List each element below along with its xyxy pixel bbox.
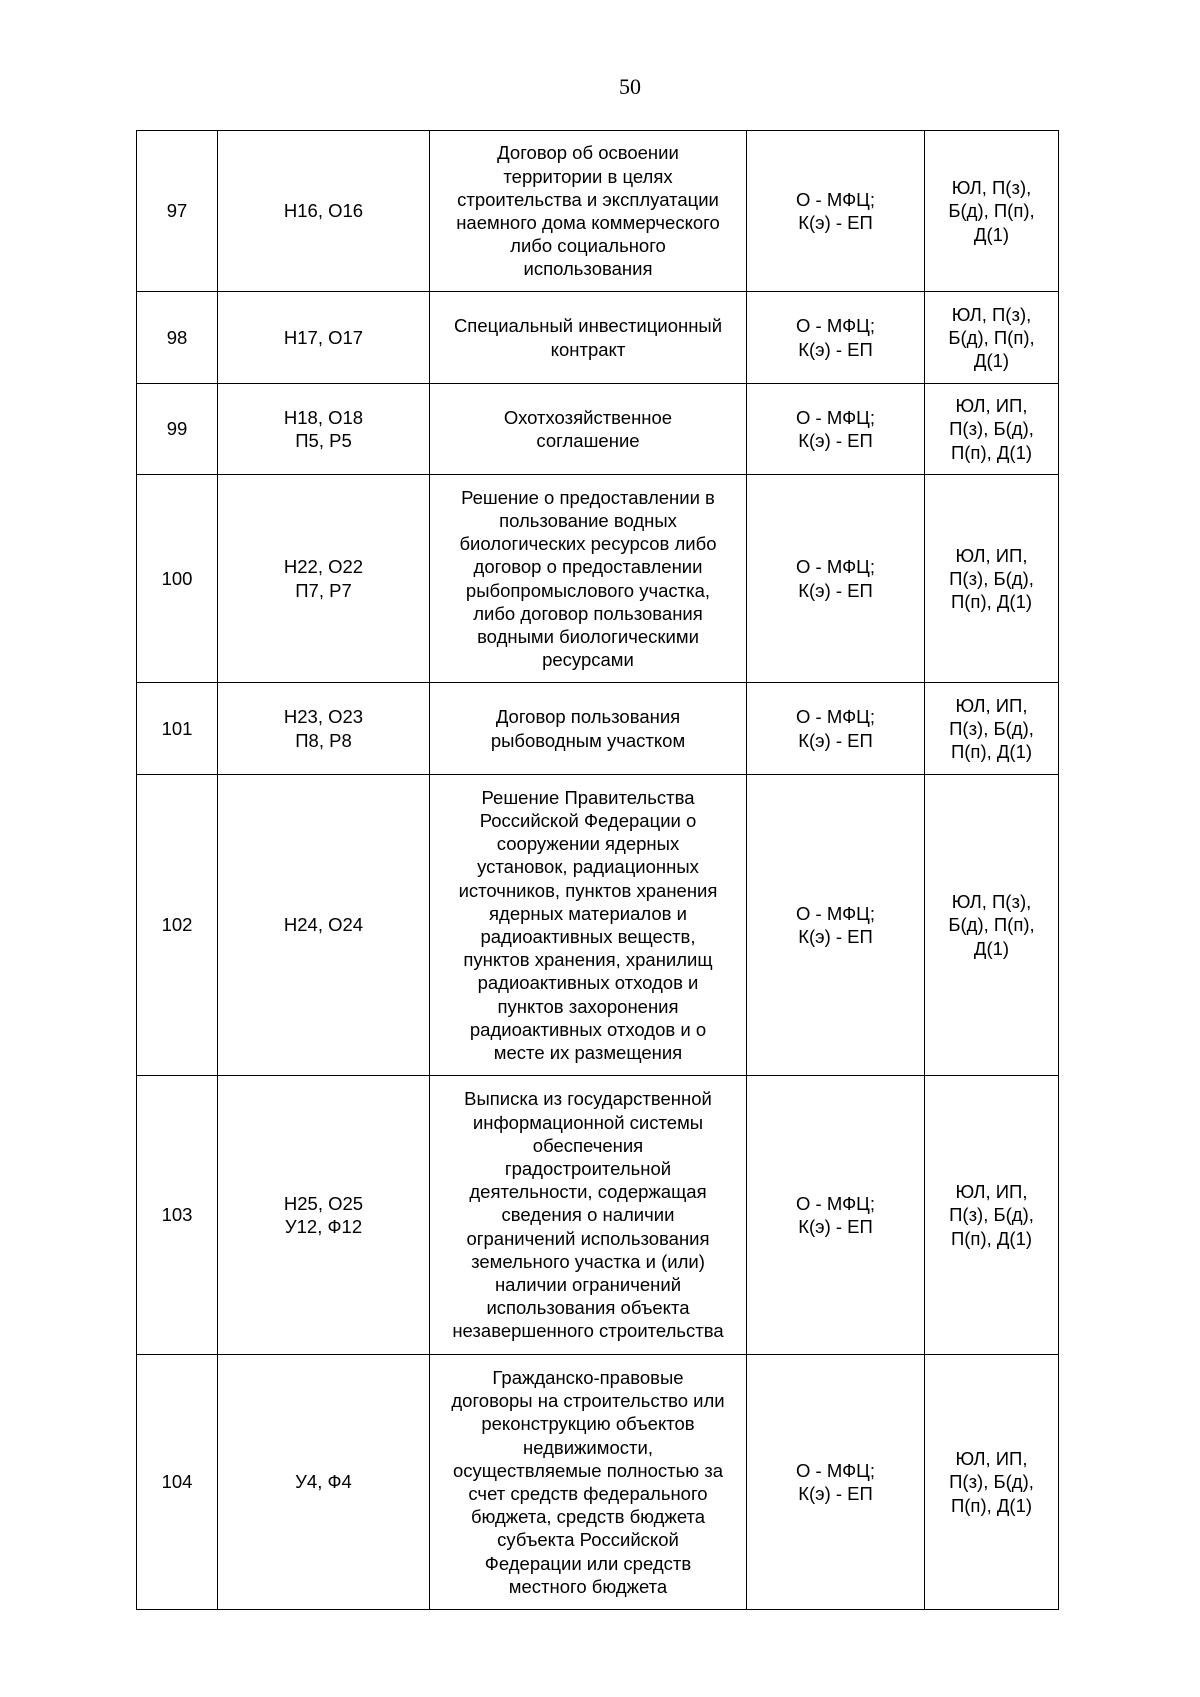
row-number-cell: 97 xyxy=(137,131,218,292)
codes-cell: Н23, О23 П8, Р8 xyxy=(218,683,430,775)
applicants-cell: ЮЛ, ИП, П(з), Б(д), П(п), Д(1) xyxy=(925,1355,1059,1610)
applicants-cell: ЮЛ, П(з), Б(д), П(п), Д(1) xyxy=(925,292,1059,384)
row-number-cell: 103 xyxy=(137,1076,218,1355)
document-cell: Договор пользования рыбоводным участком xyxy=(430,683,747,775)
codes-cell: Н16, О16 xyxy=(218,131,430,292)
channel-cell: О - МФЦ; К(э) - ЕП xyxy=(747,384,925,475)
table-row xyxy=(137,775,1059,1076)
applicants-cell: ЮЛ, ИП, П(з), Б(д), П(п), Д(1) xyxy=(925,475,1059,683)
codes-cell: Н25, О25 У12, Ф12 xyxy=(218,1076,430,1355)
row-number-cell: 99 xyxy=(137,384,218,475)
page-number: 50 xyxy=(619,74,641,99)
applicants-cell: ЮЛ, ИП, П(з), Б(д), П(п), Д(1) xyxy=(925,384,1059,475)
document-cell: Выписка из государственной информационной системы обеспечения градостроительной деятельности, содержащая сведения о наличии ограничений использования земельного участка и (или) наличии ограничений использования объекта незавершенного строительства xyxy=(430,1076,747,1355)
document-cell: Решение Правительства Российской Федерации о сооружении ядерных установок, радиационных источников, пунктов хранения ядерных материалов и радиоактивных веществ, пунктов хранения, хранилищ радиоактивных отходов и пунктов захоронения радиоактивных отходов и о месте их размещения xyxy=(430,775,747,1076)
documents-table xyxy=(136,130,1059,1610)
channel-cell: О - МФЦ; К(э) - ЕП xyxy=(747,1355,925,1610)
document-cell: Договор об освоении территории в целях строительства и эксплуатации наемного дома коммерческого либо социального использования xyxy=(430,131,747,292)
row-number-cell: 104 xyxy=(137,1355,218,1610)
codes-cell: Н24, О24 xyxy=(218,775,430,1076)
table-row xyxy=(137,384,1059,475)
applicants-cell: ЮЛ, ИП, П(з), Б(д), П(п), Д(1) xyxy=(925,683,1059,775)
codes-cell: У4, Ф4 xyxy=(218,1355,430,1610)
table-row xyxy=(137,131,1059,292)
document-cell: Специальный инвестиционный контракт xyxy=(430,292,747,384)
applicants-cell: ЮЛ, П(з), Б(д), П(п), Д(1) xyxy=(925,775,1059,1076)
table-row xyxy=(137,683,1059,775)
table-row xyxy=(137,1076,1059,1355)
channel-cell: О - МФЦ; К(э) - ЕП xyxy=(747,1076,925,1355)
codes-cell: Н22, О22 П7, Р7 xyxy=(218,475,430,683)
channel-cell: О - МФЦ; К(э) - ЕП xyxy=(747,683,925,775)
row-number-cell: 98 xyxy=(137,292,218,384)
row-number-cell: 102 xyxy=(137,775,218,1076)
table-row xyxy=(137,292,1059,384)
channel-cell: О - МФЦ; К(э) - ЕП xyxy=(747,775,925,1076)
table-row xyxy=(137,475,1059,683)
document-cell: Решение о предоставлении в пользование водных биологических ресурсов либо договор о предоставлении рыбопромыслового участка, либо договор пользования водными биологическими ресурсами xyxy=(430,475,747,683)
row-number-cell: 101 xyxy=(137,683,218,775)
applicants-cell: ЮЛ, П(з), Б(д), П(п), Д(1) xyxy=(925,131,1059,292)
applicants-cell: ЮЛ, ИП, П(з), Б(д), П(п), Д(1) xyxy=(925,1076,1059,1355)
document-cell: Охотхозяйственное соглашение xyxy=(430,384,747,475)
codes-cell: Н18, О18 П5, Р5 xyxy=(218,384,430,475)
codes-cell: Н17, О17 xyxy=(218,292,430,384)
channel-cell: О - МФЦ; К(э) - ЕП xyxy=(747,292,925,384)
table-row xyxy=(137,1355,1059,1610)
channel-cell: О - МФЦ; К(э) - ЕП xyxy=(747,131,925,292)
row-number-cell: 100 xyxy=(137,475,218,683)
channel-cell: О - МФЦ; К(э) - ЕП xyxy=(747,475,925,683)
document-cell: Гражданско-правовые договоры на строительство или реконструкцию объектов недвижимости, осуществляемые полностью за счет средств федерального бюджета, средств бюджета субъекта Российской Федерации или средств местного бюджета xyxy=(430,1355,747,1610)
